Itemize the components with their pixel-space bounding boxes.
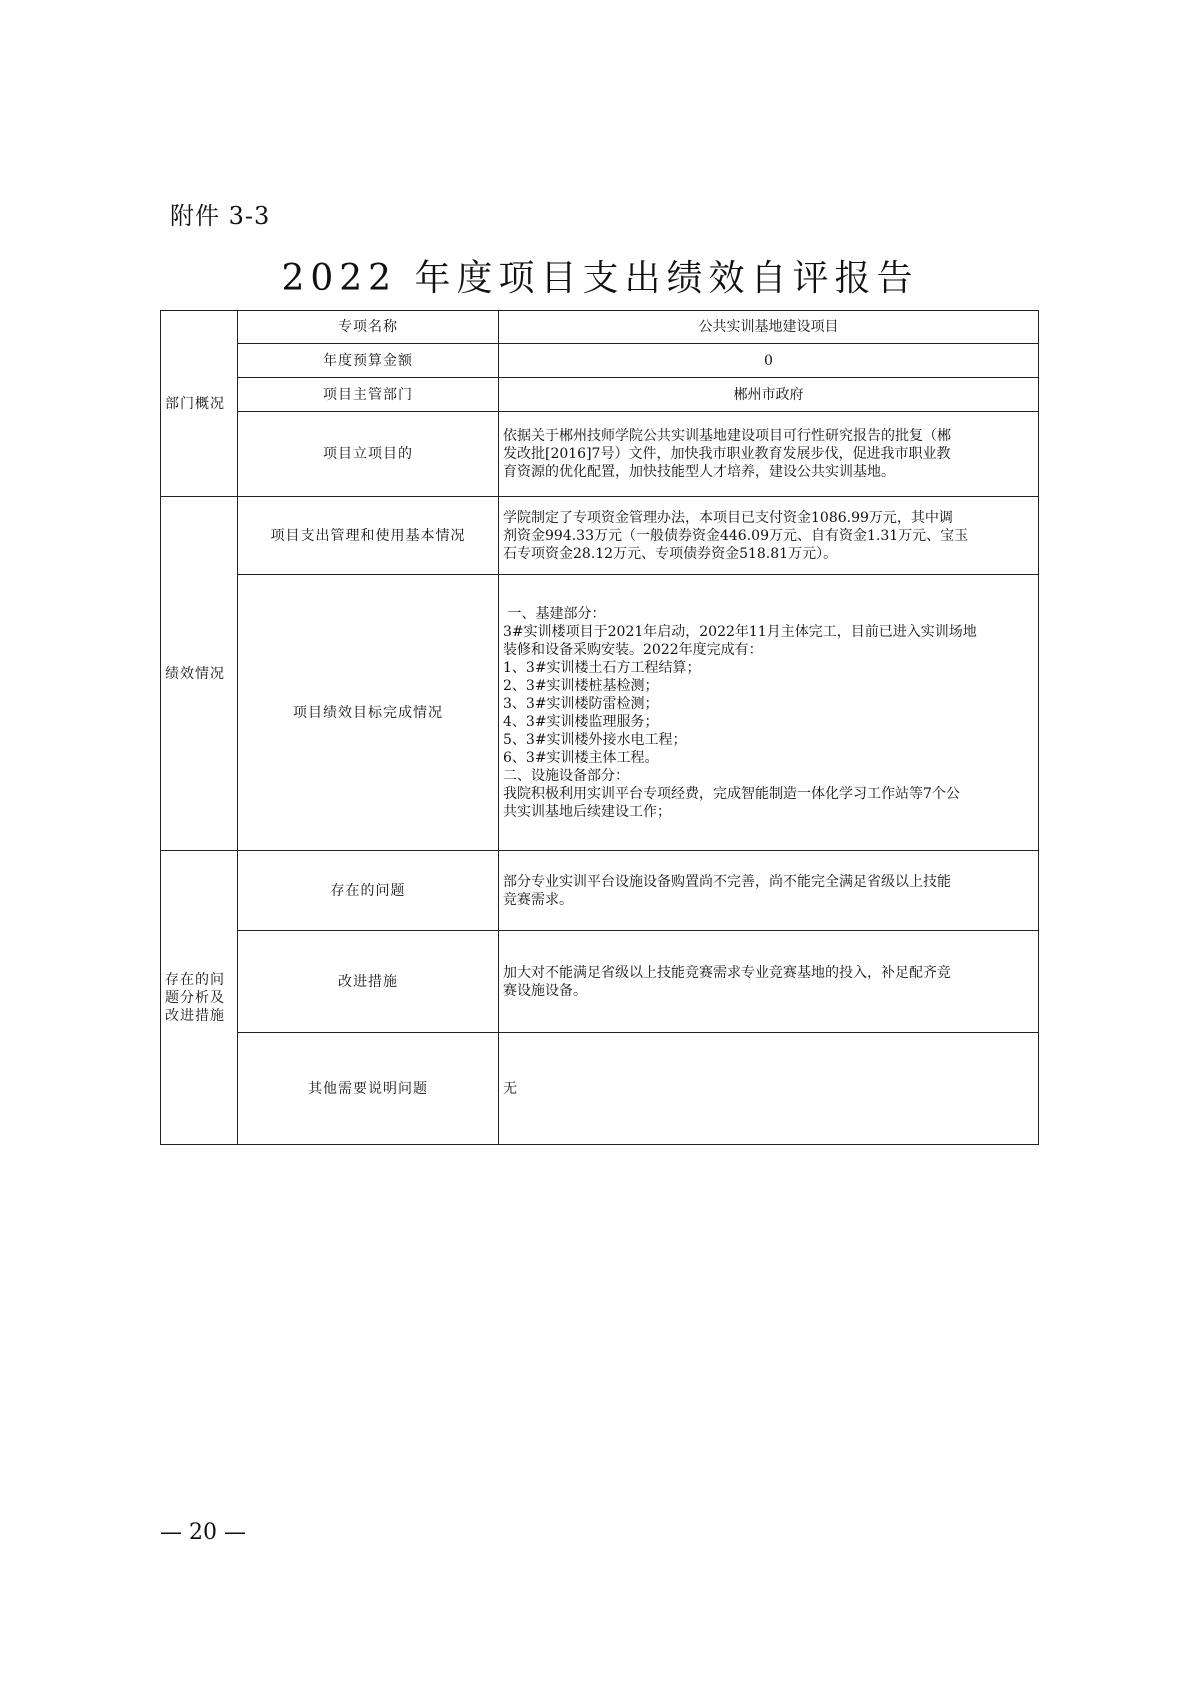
other-label: 其他需要说明问题: [238, 1033, 499, 1145]
goals-line: 3#实训楼项目于2021年启动，2022年11月主体完工，目前已进入实训场地: [503, 623, 977, 640]
goals-line: 4、3#实训楼监理服务；: [503, 713, 659, 730]
goals-label: 项目绩效目标完成情况: [238, 575, 499, 851]
measures-line: 赛设施设备。: [503, 982, 587, 999]
expenditure-value: [499, 497, 1039, 575]
project-name-label: 专项名称: [238, 311, 499, 344]
problems-line: 部分专业实训平台设施设备购置尚不完善，尚不能完全满足省级以上技能: [503, 873, 951, 890]
budget-value: 0: [499, 344, 1039, 378]
goals-line: 5、3#实训楼外接水电工程；: [503, 731, 687, 748]
problems-value: [499, 851, 1039, 931]
goals-line: 一、基建部分：: [503, 605, 606, 622]
purpose-line: 依据关于郴州技师学院公共实训基地建设项目可行性研究报告的批复（郴: [503, 428, 951, 444]
dept-label: 项目主管部门: [238, 378, 499, 412]
goals-line: 共实训基地后续建设工作；: [503, 803, 671, 820]
section-performance: 绩效情况: [161, 497, 238, 851]
measures-line: 加大对不能满足省级以上技能竞赛需求专业竞赛基地的投入，补足配齐竞: [503, 964, 951, 981]
expenditure-line: 剂资金994.33万元（一般债券资金446.09万元、自有资金1.31万元、宝玉: [503, 527, 969, 544]
table-row: [161, 1033, 1039, 1145]
goals-line: 二、设施设备部分：: [503, 767, 629, 784]
section-issues: [161, 851, 238, 1145]
project-name-value: 公共实训基地建设项目: [499, 311, 1039, 344]
table-row: [161, 575, 1039, 851]
measures-label: 改进措施: [238, 931, 499, 1033]
section-issues-line: 存在的问: [165, 971, 225, 988]
table-row: [161, 378, 1039, 412]
attachment-label: 附件 3-3: [170, 202, 271, 230]
table-row: [161, 851, 1039, 931]
goals-line: 3、3#实训楼防雷检测；: [503, 695, 659, 712]
goals-line: 6、3#实训楼主体工程。: [503, 749, 659, 766]
expenditure-label: 项目支出管理和使用基本情况: [238, 497, 499, 575]
table-row: [161, 412, 1039, 497]
purpose-label: 项目立项目的: [238, 412, 499, 497]
purpose-line: 育资源的优化配置，加快技能型人才培养，建设公共实训基地。: [503, 464, 895, 480]
goals-line: 2、3#实训楼桩基检测；: [503, 677, 659, 694]
table-row: [161, 311, 1039, 344]
budget-label: 年度预算金额: [238, 344, 499, 378]
problems-label: 存在的问题: [238, 851, 499, 931]
goals-line: 1、3#实训楼土石方工程结算；: [503, 659, 701, 676]
report-table: [160, 310, 1039, 1145]
dept-value: 郴州市政府: [499, 378, 1039, 412]
table-row: [161, 931, 1039, 1033]
report-title: 2022 年度项目支出绩效自评报告: [281, 258, 919, 299]
section-issues-line: 改进措施: [165, 1007, 225, 1024]
goals-line: 我院积极利用实训平台专项经费，完成智能制造一体化学习工作站等7个公: [503, 785, 960, 802]
expenditure-line: 学院制定了专项资金管理办法，本项目已支付资金1086.99万元，其中调: [503, 509, 953, 526]
other-value: 无: [499, 1033, 1039, 1145]
measures-value: [499, 931, 1039, 1033]
goals-line: 装修和设备采购安装。2022年度完成有：: [503, 641, 763, 658]
page-number: — 20 —: [160, 1520, 246, 1545]
table-row: [161, 344, 1039, 378]
purpose-line: 发改批[2016]7号）文件，加快我市职业教育发展步伐，促进我市职业教: [503, 446, 951, 462]
section-dept-overview: 部门概况: [161, 311, 238, 497]
purpose-value: [499, 412, 1039, 497]
section-issues-line: 题分析及: [165, 989, 225, 1006]
expenditure-line: 石专项资金28.12万元、专项债券资金518.81万元）。: [503, 545, 838, 562]
table-row: [161, 497, 1039, 575]
problems-line: 竞赛需求。: [503, 891, 573, 908]
goals-value: [499, 575, 1039, 851]
